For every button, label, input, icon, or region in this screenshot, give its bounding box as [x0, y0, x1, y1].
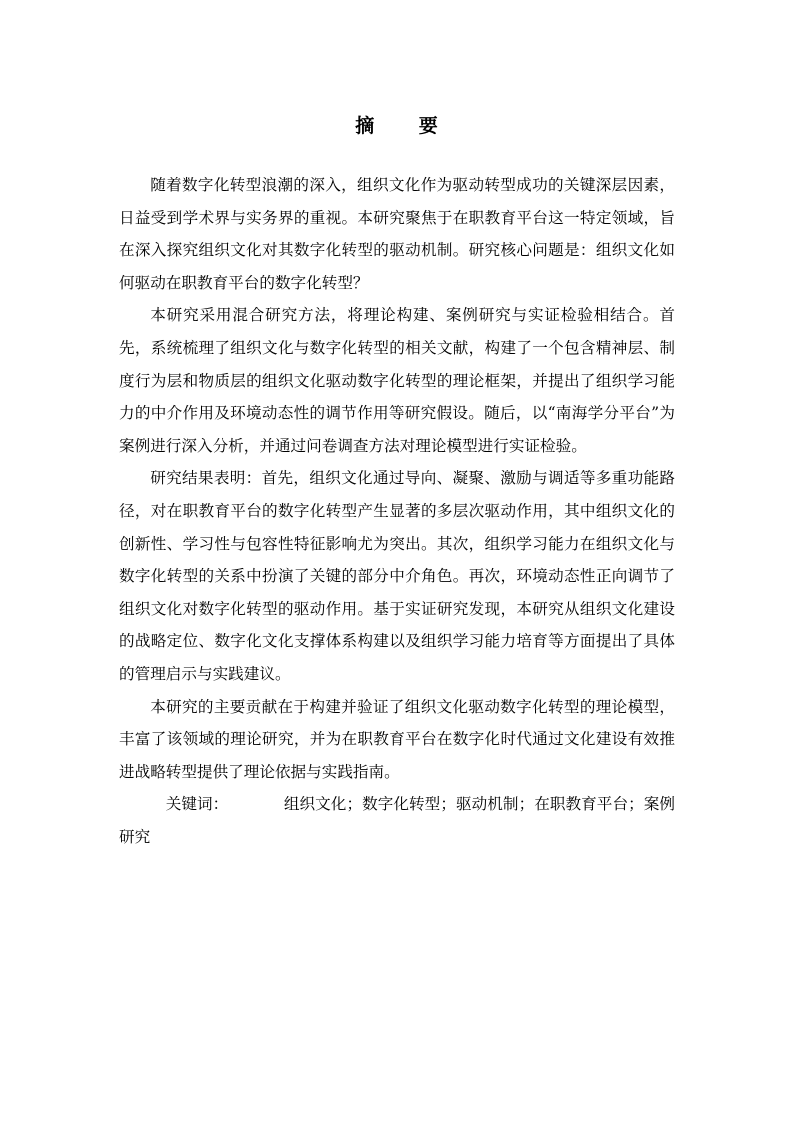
abstract-body	[119, 169, 675, 853]
keywords-text: 组织文化；数字化转型；驱动机制；在职教育平台；案例研究	[119, 795, 675, 846]
abstract-paragraph-4: 本研究的主要贡献在于构建并验证了组织文化驱动数字化转型的理论模型，丰富了该领域的理论研究，并为在职教育平台在数字化时代通过文化建设有效推进战略转型提供了理论依据与实践指南。	[119, 697, 675, 781]
abstract-paragraph-2: 本研究采用混合研究方法，将理论构建、案例研究与实证检验相结合。首先，系统梳理了组织文化与数字化转型的相关文献，构建了一个包含精神层、制度行为层和物质层的组织文化驱动数字化转型的理论框架，并提出了组织学习能力的中介作用及环境动态性的调节作用等研究假设。随后，以“南海学分平台”为案例进行深入分析，并通过问卷调查方法对理论模型进行实证检验。	[119, 306, 675, 455]
abstract-title: 摘 要	[355, 115, 457, 137]
keywords-line	[119, 788, 675, 853]
keywords-label: 关键词：	[165, 795, 229, 814]
abstract-paragraph-3: 研究结果表明：首先，组织文化通过导向、凝聚、激励与调适等多重功能路径，对在职教育平台的数字化转型产生显著的多层次驱动作用，其中组织文化的创新性、学习性与包容性特征影响尤为突出。其次，组织学习能力在组织文化与数字化转型的关系中扮演了关键的部分中介角色。再次，环境动态性正向调节了组织文化对数字化转型的驱动作用。基于实证研究发现，本研究从组织文化建设的战略定位、数字化文化支撑体系构建以及组织学习能力培育等方面提出了具体的管理启示与实践建议。	[119, 469, 675, 683]
abstract-paragraph-1: 随着数字化转型浪潮的深入，组织文化作为驱动转型成功的关键深层因素，日益受到学术界与实务界的重视。本研究聚焦于在职教育平台这一特定领域，旨在深入探究组织文化对其数字化转型的驱动机制。研究核心问题是：组织文化如何驱动在职教育平台的数字化转型？	[119, 176, 675, 292]
